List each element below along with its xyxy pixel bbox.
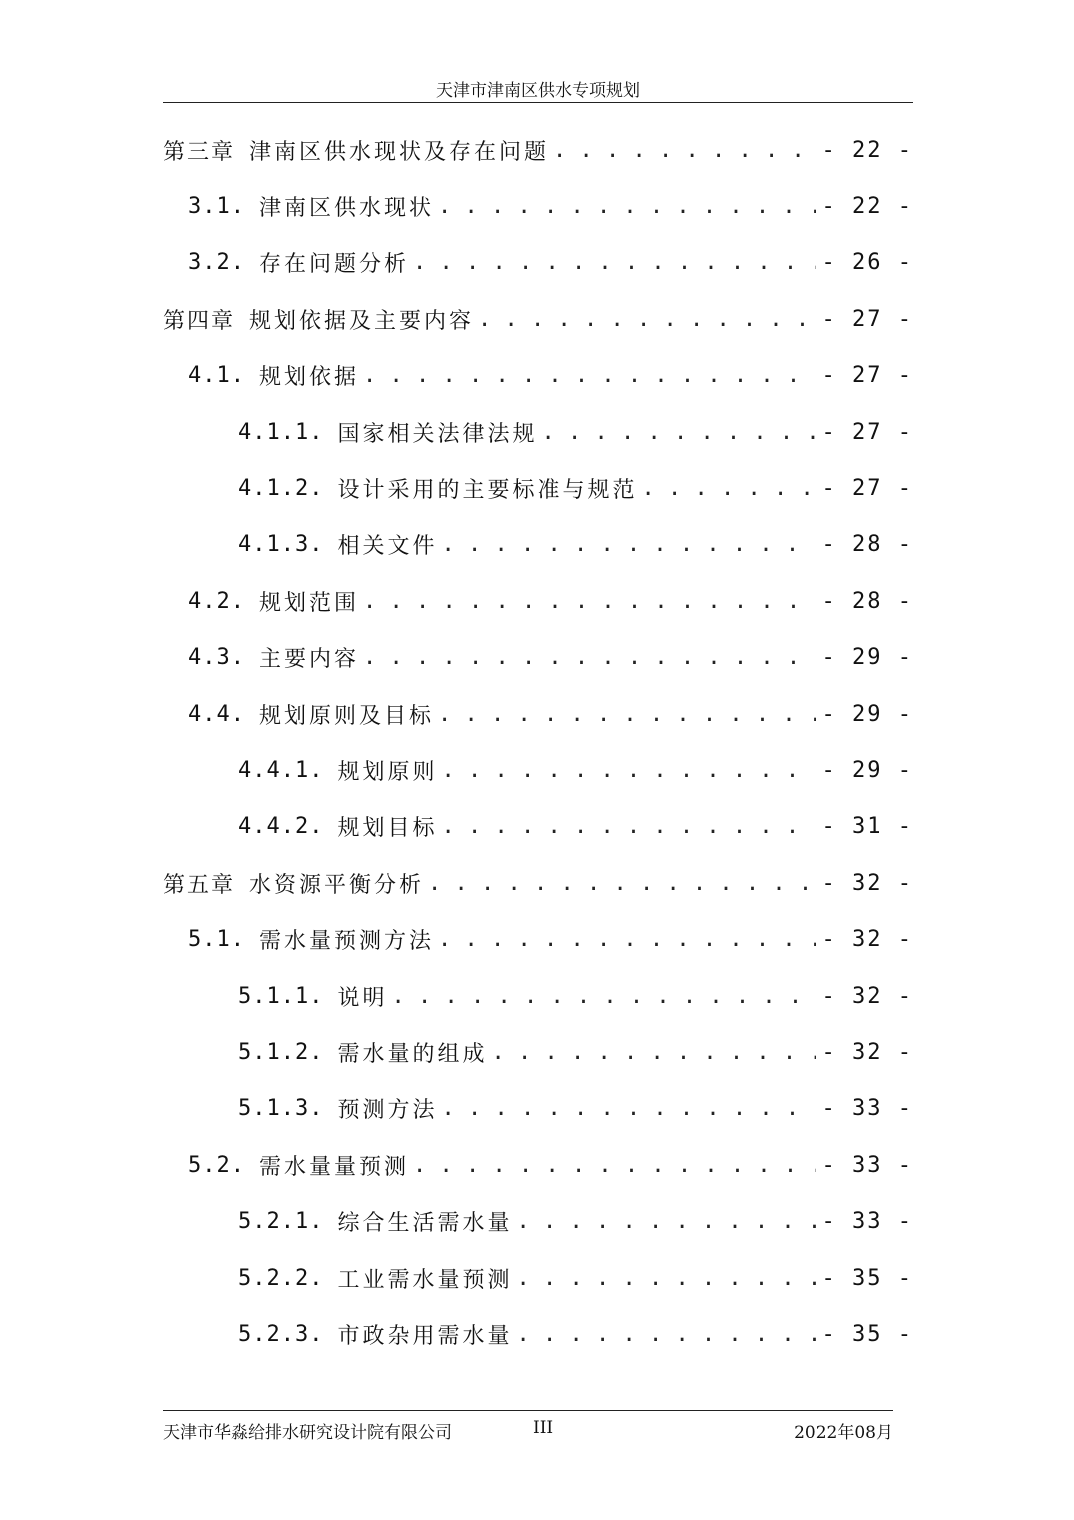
toc-entry-number: 5.1.2. bbox=[238, 1039, 324, 1065]
toc-entry-title: 需水量的组成 bbox=[337, 1041, 488, 1067]
toc-entry-page: - 27 - bbox=[821, 306, 913, 332]
toc-dot-leader bbox=[413, 1153, 816, 1178]
footer-divider bbox=[163, 1410, 893, 1411]
toc-entry[interactable] bbox=[163, 863, 913, 903]
toc-dot-leader bbox=[392, 984, 816, 1009]
toc-entry[interactable] bbox=[188, 638, 913, 678]
toc-entry-page: - 35 - bbox=[821, 1265, 913, 1291]
toc-dot-leader bbox=[542, 420, 816, 445]
toc-dot-leader bbox=[413, 250, 816, 275]
toc-entry-number: 第五章 bbox=[163, 872, 236, 898]
toc-entry-page: - 27 - bbox=[821, 363, 913, 389]
toc-entry-page: - 27 - bbox=[821, 475, 913, 501]
toc-entry[interactable] bbox=[163, 130, 913, 170]
toc-dot-leader bbox=[438, 702, 816, 727]
toc-entry-title: 津南区供水现状 bbox=[258, 195, 434, 221]
toc-entry-title: 水资源平衡分析 bbox=[249, 872, 425, 898]
toc-dot-leader bbox=[478, 307, 815, 332]
toc-dot-leader bbox=[442, 1096, 816, 1121]
toc-entry-title: 规划依据 bbox=[258, 365, 359, 391]
header-divider bbox=[163, 102, 913, 103]
toc-entry-number: 5.1.3. bbox=[238, 1096, 324, 1122]
toc-entry-title: 规划原则及目标 bbox=[258, 703, 434, 729]
toc-entry-title: 规划目标 bbox=[337, 816, 438, 842]
toc-entry-number: 5.1. bbox=[188, 927, 245, 953]
toc-entry[interactable] bbox=[188, 694, 913, 734]
toc-entry-title: 需水量预测方法 bbox=[258, 929, 434, 955]
toc-entry[interactable] bbox=[238, 1032, 913, 1072]
toc-dot-leader bbox=[363, 363, 816, 388]
toc-entry[interactable] bbox=[238, 976, 913, 1016]
toc-entry-number: 4.1.3. bbox=[238, 532, 324, 558]
toc-entry-title: 综合生活需水量 bbox=[337, 1211, 513, 1237]
toc-entry-page: - 32 - bbox=[821, 1039, 913, 1065]
toc-entry-page: - 33 - bbox=[821, 1209, 913, 1235]
toc-entry-page: - 32 - bbox=[821, 870, 913, 896]
toc-entry-title: 规划依据及主要内容 bbox=[249, 308, 475, 334]
toc-entry-number: 4.4. bbox=[188, 701, 245, 727]
toc-entry-number: 4.4.2. bbox=[238, 814, 324, 840]
toc-entry-page: - 33 - bbox=[821, 1096, 913, 1122]
toc-entry-page: - 22 - bbox=[821, 137, 913, 163]
toc-entry[interactable] bbox=[163, 299, 913, 339]
footer-date: 2022年08月 bbox=[794, 1423, 893, 1443]
toc-entry[interactable] bbox=[238, 412, 913, 452]
toc-entry[interactable] bbox=[238, 807, 913, 847]
page-header-title: 天津市津南区供水专项规划 bbox=[436, 81, 640, 101]
toc-entry-page: - 28 - bbox=[821, 532, 913, 558]
toc-entry-title: 存在问题分析 bbox=[258, 252, 409, 278]
toc-dot-leader bbox=[438, 927, 816, 952]
page-footer bbox=[163, 1418, 893, 1444]
toc-entry[interactable] bbox=[188, 1145, 913, 1185]
toc-entry-title: 规划范围 bbox=[258, 590, 359, 616]
toc-entry-title: 市政杂用需水量 bbox=[337, 1323, 513, 1349]
toc-dot-leader bbox=[553, 138, 815, 163]
toc-entry-number: 5.2. bbox=[188, 1152, 245, 1178]
toc-entry-number: 4.1. bbox=[188, 363, 245, 389]
toc-dot-leader bbox=[517, 1322, 816, 1347]
toc-entry-title: 主要内容 bbox=[258, 647, 359, 673]
toc-entry-number: 4.2. bbox=[188, 588, 245, 614]
toc-entry-page: - 33 - bbox=[821, 1152, 913, 1178]
toc-entry-number: 4.1.1. bbox=[238, 419, 324, 445]
toc-entry-title: 相关文件 bbox=[337, 534, 438, 560]
toc-entry-page: - 32 - bbox=[821, 983, 913, 1009]
toc-dot-leader bbox=[363, 645, 816, 670]
toc-entry-number: 第四章 bbox=[163, 308, 236, 334]
toc-entry-title: 国家相关法律法规 bbox=[337, 421, 538, 447]
footer-company: 天津市华淼给排水研究设计院有限公司 bbox=[163, 1423, 452, 1443]
toc-entry-number: 4.1.2. bbox=[238, 475, 324, 501]
toc-dot-leader bbox=[517, 1266, 816, 1291]
toc-entry-number: 5.1.1. bbox=[238, 983, 324, 1009]
toc-entry[interactable] bbox=[238, 1314, 913, 1354]
toc-entry-title: 工业需水量预测 bbox=[337, 1267, 513, 1293]
toc-entry[interactable] bbox=[238, 1202, 913, 1242]
toc-entry-title: 规划原则 bbox=[337, 759, 438, 785]
toc-entry-page: - 22 - bbox=[821, 193, 913, 219]
toc-entry-page: - 29 - bbox=[821, 701, 913, 727]
toc-entry-number: 3.2. bbox=[188, 250, 245, 276]
toc-dot-leader bbox=[428, 871, 815, 896]
toc-entry-number: 5.2.1. bbox=[238, 1209, 324, 1235]
toc-dot-leader bbox=[517, 1209, 816, 1234]
toc-entry-page: - 31 - bbox=[821, 814, 913, 840]
toc-entry-page: - 29 - bbox=[821, 645, 913, 671]
footer-page-number: III bbox=[533, 1418, 554, 1438]
toc-entry-page: - 29 - bbox=[821, 757, 913, 783]
toc-entry-number: 5.2.2. bbox=[238, 1265, 324, 1291]
toc-entry-title: 津南区供水现状及存在问题 bbox=[249, 139, 550, 165]
toc-entry[interactable] bbox=[238, 525, 913, 565]
toc-entry-page: - 26 - bbox=[821, 250, 913, 276]
toc-entry-page: - 35 - bbox=[821, 1321, 913, 1347]
toc-entry-number: 4.4.1. bbox=[238, 757, 324, 783]
toc-entry[interactable] bbox=[188, 920, 913, 960]
toc-entry-title: 预测方法 bbox=[337, 1098, 438, 1124]
toc-dot-leader bbox=[642, 476, 816, 501]
toc-entry-number: 4.3. bbox=[188, 645, 245, 671]
toc-entry-title: 说明 bbox=[337, 985, 388, 1011]
toc-entry-number: 第三章 bbox=[163, 139, 236, 165]
toc-entry[interactable] bbox=[238, 1089, 913, 1129]
toc-entry-number: 5.2.3. bbox=[238, 1321, 324, 1347]
toc-dot-leader bbox=[442, 758, 816, 783]
toc-entry[interactable] bbox=[238, 1258, 913, 1298]
toc-dot-leader bbox=[492, 1040, 816, 1065]
toc-entry[interactable] bbox=[238, 468, 913, 508]
toc-entry[interactable] bbox=[188, 186, 913, 226]
toc-entry-title: 设计采用的主要标准与规范 bbox=[337, 477, 638, 503]
toc-entry-page: - 32 - bbox=[821, 927, 913, 953]
toc-dot-leader bbox=[442, 532, 816, 557]
toc-entry[interactable] bbox=[188, 581, 913, 621]
toc-dot-leader bbox=[438, 194, 816, 219]
toc-dot-leader bbox=[442, 814, 816, 839]
toc-entry-title: 需水量量预测 bbox=[258, 1154, 409, 1180]
toc-entry-page: - 28 - bbox=[821, 588, 913, 614]
toc-dot-leader bbox=[363, 589, 816, 614]
toc-entry[interactable] bbox=[188, 356, 913, 396]
toc-entry-page: - 27 - bbox=[821, 419, 913, 445]
toc-entry[interactable] bbox=[188, 243, 913, 283]
toc-entry[interactable] bbox=[238, 750, 913, 790]
toc-entry-number: 3.1. bbox=[188, 193, 245, 219]
